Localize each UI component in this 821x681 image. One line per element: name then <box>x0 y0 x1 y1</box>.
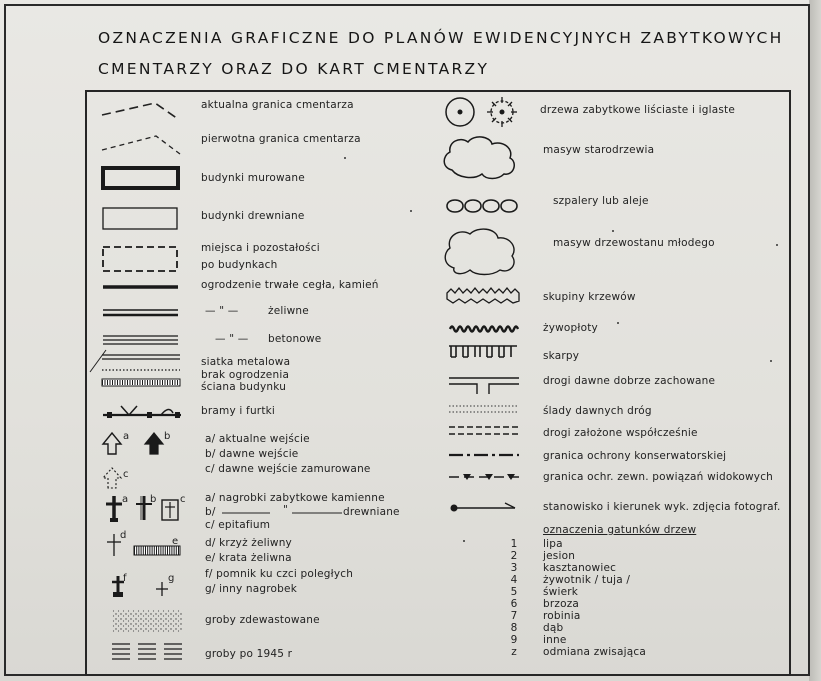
speck <box>617 322 619 324</box>
label-slopes: skarpy <box>543 350 580 362</box>
speck <box>612 230 614 232</box>
label-cast-iron-cross: d/ krzyż żeliwny <box>205 537 292 549</box>
old-road-traces-symbol <box>447 402 523 416</box>
label-original-border: pierwotna granica cmentarza <box>201 133 361 145</box>
species-number: 6 <box>510 598 518 610</box>
label-epitaph: c/ epitafium <box>205 519 271 531</box>
label-other-tomb: g/ inny nagrobek <box>205 583 297 595</box>
species-number: 8 <box>510 622 518 634</box>
cast-iron-fence-symbol <box>101 307 181 319</box>
brick-building-symbol <box>101 165 181 191</box>
label-cast-iron: żeliwne <box>268 305 309 317</box>
label-historic-trees: drzewa zabytkowe liściaste i iglaste <box>540 104 736 116</box>
letter-a-tomb: a <box>122 494 129 505</box>
old-stand-symbol <box>440 132 522 182</box>
label-concrete-ditto: — " — <box>215 333 249 345</box>
species-number: 3 <box>510 562 518 574</box>
species-number: 1 <box>510 538 518 550</box>
species-name: lipa <box>543 538 563 550</box>
wooden-building-symbol <box>101 205 181 231</box>
label-metal-mesh: siatka metalowa <box>201 356 291 368</box>
label-protection-boundary: granica ochrony konserwatorskiej <box>543 450 727 462</box>
label-wooden-buildings: budynki drewniane <box>201 210 305 222</box>
label-visual-protection: granica ochr. zewn. powiązań widokowych <box>543 471 774 483</box>
label-bricked-entrance: c/ dawne wejście zamurowane <box>205 463 371 475</box>
letter-e: e <box>172 536 179 547</box>
title-line-2: CMENTARZY ORAZ DO KART CMENTARZY <box>98 60 490 78</box>
alleys-symbol <box>443 192 523 220</box>
label-wooden-tombs: drewniane <box>343 506 400 518</box>
label-stone-tombs: a/ nagrobki zabytkowe kamienne <box>205 492 385 504</box>
species-number: 7 <box>510 610 518 622</box>
label-remains-1: miejsca i pozostałości <box>201 242 320 254</box>
shrub-groups-symbol <box>443 283 523 309</box>
label-remains-2: po budynkach <box>201 259 278 271</box>
speck <box>463 540 465 542</box>
label-old-roads: drogi dawne dobrze zachowane <box>543 375 716 387</box>
species-title: oznaczenia gatunków drzew <box>543 524 697 536</box>
letter-c-entrance: c <box>123 469 129 480</box>
visual-protection-boundary-symbol <box>447 470 523 484</box>
page-edge <box>809 0 821 681</box>
species-name: odmiana zwisająca <box>543 646 646 658</box>
species-name: brzoza <box>543 598 580 610</box>
young-stand-symbol <box>440 224 522 278</box>
label-old-road-traces: ślady dawnych dróg <box>543 405 652 417</box>
current-border-symbol <box>100 95 185 125</box>
label-devastated-graves: groby zdewastowane <box>205 614 320 626</box>
speck <box>344 157 346 159</box>
species-number: 4 <box>510 574 518 586</box>
species-name: dąb <box>543 622 564 634</box>
permanent-fence-symbol <box>101 282 181 292</box>
protection-boundary-symbol <box>447 449 523 461</box>
label-wooden-prefix: b/ <box>205 506 216 518</box>
label-post-1945-graves: groby po 1945 r <box>205 648 293 660</box>
label-old-entrance: b/ dawne wejście <box>205 448 299 460</box>
species-number: 2 <box>510 550 518 562</box>
slopes-symbol <box>447 343 519 361</box>
title-line-1: OZNACZENIA GRAFICZNE DO PLANÓW EWIDENCYJNYCH ZABYTKOWYCH <box>98 29 784 47</box>
gates-symbol <box>101 402 186 422</box>
label-current-border: aktualna granica cmentarza <box>201 99 354 111</box>
species-name: inne <box>543 634 567 646</box>
label-permanent-fence: ogrodzenie trwałe cegła, kamień <box>201 279 379 291</box>
letter-f: f <box>123 573 127 584</box>
original-border-symbol <box>100 128 185 158</box>
label-brick-buildings: budynki murowane <box>201 172 305 184</box>
speck <box>776 244 778 246</box>
fence-types-symbols <box>88 346 183 396</box>
species-number: z <box>511 646 517 658</box>
building-remains-symbol <box>101 244 181 274</box>
label-monument: f/ pomnik ku czci poległych <box>205 568 354 580</box>
post-1945-graves-symbol <box>110 640 185 666</box>
species-name: żywotnik / tuja / <box>543 574 631 586</box>
species-name: robinia <box>543 610 581 622</box>
hedges-symbol <box>448 322 520 336</box>
tombstone-symbols <box>104 494 186 524</box>
letter-d: d <box>120 530 127 541</box>
photo-position-symbol <box>447 500 523 516</box>
label-modern-roads: drogi założone współcześnie <box>543 427 698 439</box>
label-ditto: " <box>283 504 289 516</box>
species-number: 9 <box>510 634 518 646</box>
old-roads-symbol <box>447 370 523 396</box>
letter-b-entrance: b <box>164 431 171 442</box>
label-young-stand: masyw drzewostanu młodego <box>553 237 715 249</box>
species-name: kasztanowiec <box>543 562 617 574</box>
letter-b-tomb: b <box>150 494 157 505</box>
historic-trees-symbol <box>442 94 527 130</box>
entrance-symbols <box>100 430 185 492</box>
label-old-stand: masyw starodrzewia <box>543 144 655 156</box>
label-cast-iron-ditto: — " — <box>205 305 239 317</box>
label-gates: bramy i furtki <box>201 405 276 417</box>
species-number: 5 <box>510 586 518 598</box>
label-alleys: szpalery lub aleje <box>553 195 649 207</box>
label-shrub-groups: skupiny krzewów <box>543 291 636 303</box>
letter-a-entrance: a <box>123 431 130 442</box>
label-current-entrance: a/ aktualne wejście <box>205 433 310 445</box>
species-name: jesion <box>543 550 576 562</box>
letter-g: g <box>168 573 175 584</box>
label-hedges: żywopłoty <box>543 322 598 334</box>
species-name: świerk <box>543 586 579 598</box>
devastated-graves-symbol <box>110 608 185 634</box>
speck <box>770 360 772 362</box>
concrete-fence-symbol <box>101 333 181 347</box>
label-no-fence: brak ogrodzenia <box>201 369 290 381</box>
label-concrete: betonowe <box>268 333 322 345</box>
speck <box>410 210 412 212</box>
label-cast-iron-grate: e/ krata żeliwna <box>205 552 292 564</box>
modern-roads-symbol <box>447 423 523 439</box>
letter-c-tomb: c <box>180 494 186 505</box>
label-building-wall: ściana budynku <box>201 381 287 393</box>
label-photo-position: stanowisko i kierunek wyk. zdjęcia fotograf. <box>543 501 781 513</box>
